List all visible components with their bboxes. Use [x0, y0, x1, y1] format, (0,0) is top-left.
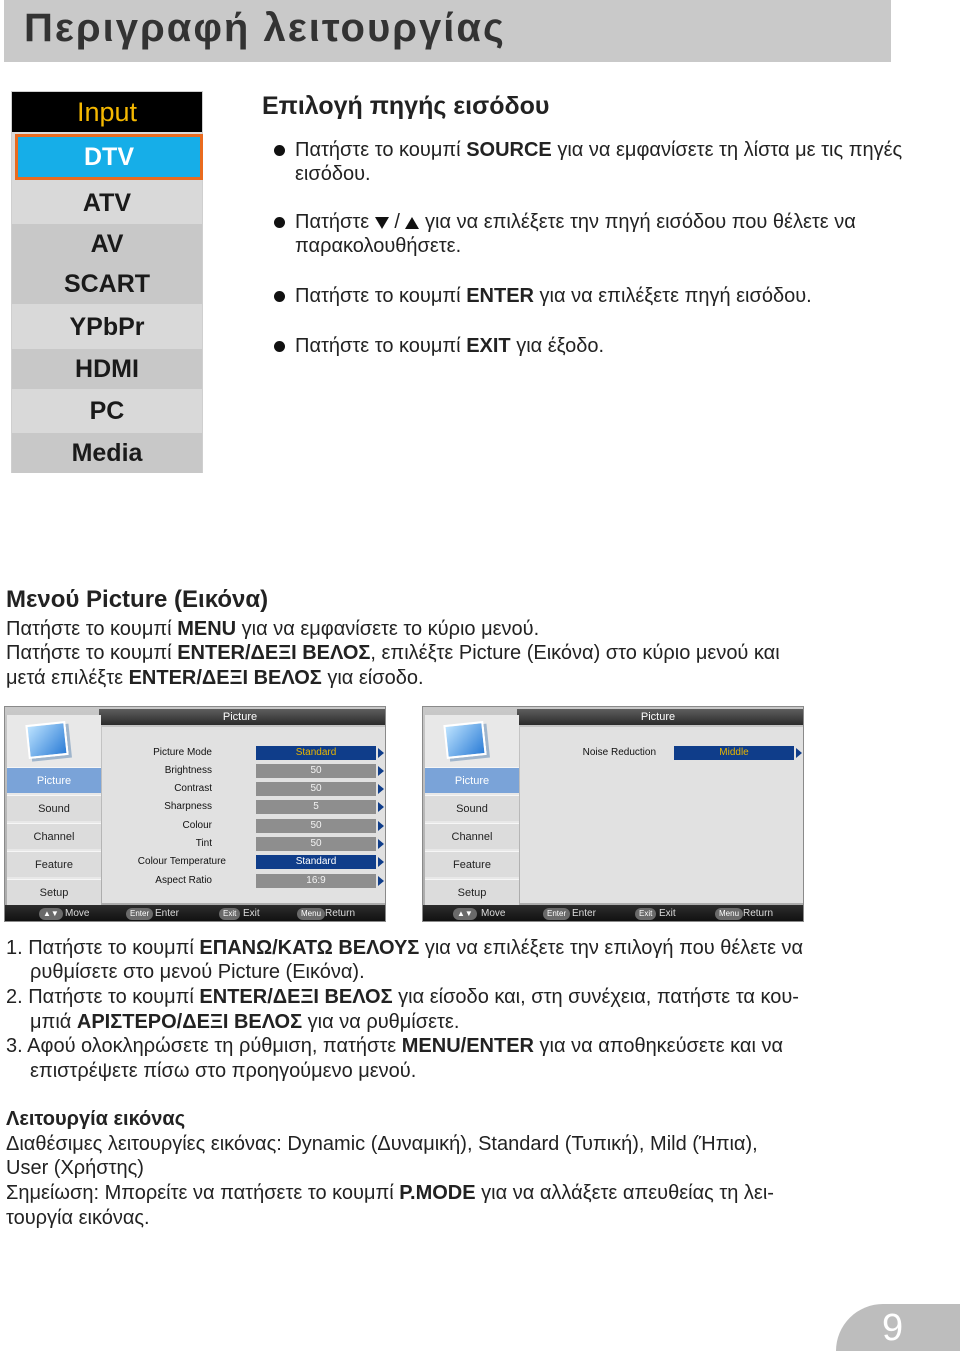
key-enter-right: ENTER/ΔΕΞΙ ΒΕΛΟΣ: [177, 642, 371, 664]
row-label: Tint: [195, 838, 212, 849]
screen-main-panel: [520, 727, 804, 903]
row-value-brightness[interactable]: 50: [256, 764, 376, 778]
arrow-right-icon: [378, 766, 384, 776]
bullet-text: [295, 284, 905, 308]
text: για να ρυθμίσετε.: [302, 1011, 460, 1033]
move-key-icon: ▲▼: [453, 908, 477, 920]
step-2: [6, 985, 906, 1010]
row-label: Picture Mode: [153, 747, 212, 758]
text: Πατήστε το κουμπί: [295, 139, 467, 161]
arrow-right-icon: [378, 784, 384, 794]
bullet-dot-icon: [274, 145, 285, 156]
arrow-right-icon: [378, 857, 384, 867]
picture-icon: [25, 721, 68, 759]
text: Σημείωση: Μπορείτε να πατήσετε το κουμπί: [6, 1182, 400, 1204]
nav-feature[interactable]: Feature: [7, 851, 101, 877]
footer-exit: Exit: [659, 908, 676, 919]
title-bar: [4, 0, 891, 62]
key-source: SOURCE: [466, 139, 552, 161]
page-number: 9: [882, 1307, 904, 1349]
input-item-ypbpr[interactable]: YPbPr: [69, 313, 145, 341]
nav-setup[interactable]: Setup: [7, 879, 101, 905]
move-key-icon: ▲▼: [39, 908, 63, 920]
bullet-text: [295, 138, 905, 186]
source-section: [262, 92, 912, 357]
text: Πατήστε το κουμπί: [6, 618, 178, 640]
nav-sound[interactable]: Sound: [7, 795, 101, 821]
bullet-dot-icon: [274, 291, 285, 302]
text: Πατήστε: [295, 211, 370, 233]
key-pmode: P.MODE: [399, 1182, 476, 1204]
step-1-cont: ρυθμίσετε στο μενού Picture (Εικόνα).: [30, 961, 365, 983]
footer-enter: Enter: [155, 908, 179, 919]
nav-picture[interactable]: Picture: [7, 767, 101, 793]
arrow-right-icon: [378, 876, 384, 886]
text: Πατήστε το κουμπί: [295, 285, 467, 307]
row-label: Colour Temperature: [137, 856, 226, 867]
row-label: Noise Reduction: [582, 747, 656, 758]
footer-return: Return: [325, 908, 356, 919]
bullet-dot-icon: [274, 217, 285, 228]
text: Πατήστε το κουμπί: [295, 335, 467, 357]
exit-key-icon: Exit: [635, 908, 656, 920]
text: για να επιλέξετε την επιλογή που θέλετε να: [419, 937, 804, 959]
row-value-aspect-ratio[interactable]: 16:9: [256, 874, 376, 888]
text: για να αλλάξετε απευθείας τη λει-: [475, 1182, 774, 1204]
nav-channel[interactable]: Channel: [425, 823, 519, 849]
key-enter-right: ENTER/ΔΕΞΙ ΒΕΛΟΣ: [199, 986, 393, 1008]
input-item-pc[interactable]: PC: [89, 397, 125, 425]
input-item-av[interactable]: AV: [12, 224, 202, 264]
footer-enter: Enter: [572, 908, 596, 919]
input-item-media[interactable]: Media: [12, 433, 202, 473]
screen-main-panel: [102, 727, 386, 903]
input-item-dtv[interactable]: DTV: [15, 134, 203, 180]
arrow-down-icon: [375, 217, 389, 229]
nav-setup[interactable]: Setup: [425, 879, 519, 905]
arrow-right-icon: [378, 839, 384, 849]
nav-picture[interactable]: Picture: [425, 767, 519, 793]
text: για να εμφανίσετε τη λίστα με τις πηγές εισόδου.: [295, 139, 903, 185]
step-2-cont: [30, 1010, 930, 1035]
text: Πατήστε το κουμπί: [6, 642, 178, 664]
text: 1. Πατήστε το κουμπί: [6, 937, 200, 959]
row-value-colour-temperature[interactable]: Standard: [256, 855, 376, 869]
mode-line-2: User (Χρήστης): [6, 1157, 144, 1179]
picture-line-2: [6, 641, 906, 666]
input-source-menu: [11, 91, 203, 473]
nav-feature[interactable]: Feature: [425, 851, 519, 877]
key-enter-right: ENTER/ΔΕΞΙ ΒΕΛΟΣ: [128, 667, 322, 689]
step-3-cont: επιστρέψετε πίσω στο προηγούμενο μενού.: [30, 1060, 417, 1082]
text: για να αποθηκεύσετε και να: [534, 1035, 784, 1057]
key-exit: EXIT: [466, 335, 511, 357]
text: /: [394, 211, 400, 233]
source-bullet-4: [262, 334, 912, 360]
mode-section-title: Λειτουργία εικόνας: [6, 1108, 186, 1130]
key-menu: MENU: [177, 618, 237, 640]
row-value-noise-reduction[interactable]: Middle: [674, 746, 794, 760]
bullet-text: [295, 334, 905, 358]
picture-line-1: [6, 617, 906, 642]
arrow-right-icon: [378, 821, 384, 831]
step-1: [6, 936, 906, 961]
text: για να επιλέξετε πηγή εισόδου.: [533, 285, 812, 307]
text: μπιά: [30, 1011, 77, 1033]
enter-key-icon: Enter: [543, 908, 570, 920]
footer-return: Return: [743, 908, 774, 919]
row-label: Colour: [182, 820, 212, 831]
page-number-tab: [836, 1304, 960, 1351]
row-value-tint[interactable]: 50: [256, 837, 376, 851]
footer-exit: Exit: [243, 908, 260, 919]
input-item-hdmi[interactable]: HDMI: [12, 349, 202, 389]
text: 2. Πατήστε το κουμπί: [6, 986, 200, 1008]
text: , επιλέξτε Picture (Εικόνα) στο κύριο μενού και: [370, 642, 780, 664]
source-bullet-3: [262, 284, 912, 310]
text: μετά επιλέξτε: [6, 667, 129, 689]
bullet-dot-icon: [274, 341, 285, 352]
key-up-down: ΕΠΑΝΩ/ΚΑΤΩ ΒΕΛΟΥΣ: [199, 937, 420, 959]
source-section-title: Επιλογή πηγής εισόδου: [262, 92, 550, 120]
text: για είσοδο και, στη συνέχεια, πατήστε τα κου-: [392, 986, 799, 1008]
footer-move: Move: [481, 908, 506, 919]
screen-footer: [423, 905, 804, 922]
row-label: Sharpness: [164, 801, 212, 812]
bullet-text: [295, 210, 905, 258]
nav-channel[interactable]: Channel: [7, 823, 101, 849]
text: για έξοδο.: [510, 335, 605, 357]
nav-sound[interactable]: Sound: [425, 795, 519, 821]
input-item-scart[interactable]: SCART: [12, 264, 202, 304]
input-item-atv[interactable]: ATV: [82, 189, 132, 217]
row-label: Aspect Ratio: [155, 875, 212, 886]
mode-line-1: Διαθέσιμες λειτουργίες εικόνας: Dynamic (Δυναμική), Standard (Τυπική), Mild (Ήπια),: [6, 1133, 758, 1155]
picture-line-3: [6, 666, 906, 691]
row-value-colour[interactable]: 50: [256, 819, 376, 833]
arrow-up-icon: [405, 217, 419, 229]
mode-line-4: τουργία εικόνας.: [6, 1207, 150, 1229]
footer-move: Move: [65, 908, 90, 919]
screen-title: Picture: [640, 711, 676, 723]
arrow-right-icon: [378, 748, 384, 758]
row-value-contrast[interactable]: 50: [256, 782, 376, 796]
enter-key-icon: Enter: [126, 908, 153, 920]
text: για είσοδο.: [321, 667, 424, 689]
row-label: Contrast: [174, 783, 212, 794]
menu-key-icon: Menu: [715, 908, 743, 920]
row-value-sharpness[interactable]: 5: [256, 800, 376, 814]
step-3: [6, 1034, 906, 1059]
text: για να εμφανίσετε το κύριο μενού.: [236, 618, 540, 640]
screen-footer: [5, 905, 386, 922]
picture-icon: [443, 721, 486, 759]
exit-key-icon: Exit: [219, 908, 240, 920]
key-left-right: ΑΡΙΣΤΕΡΟ/ΔΕΞΙ ΒΕΛΟΣ: [76, 1011, 303, 1033]
picture-menu-screen-1: [4, 706, 386, 922]
menu-key-icon: Menu: [297, 908, 325, 920]
screen-title: Picture: [222, 711, 258, 723]
picture-menu-screen-2: [422, 706, 804, 922]
source-bullet-2: [262, 210, 912, 260]
row-label: Brightness: [164, 765, 212, 776]
input-menu-header: Input: [12, 92, 202, 132]
text: 3. Αφού ολοκληρώσετε τη ρύθμιση, πατήστε: [6, 1035, 402, 1057]
arrow-right-icon: [378, 802, 384, 812]
mode-line-3: [6, 1181, 906, 1206]
picture-section-title: Μενού Picture (Εικόνα): [6, 586, 269, 613]
arrow-right-icon: [796, 748, 802, 758]
text: για να επιλέξετε την πηγή εισόδου που θέλετε να παρακολουθήσετε.: [295, 211, 856, 257]
row-value-picture-mode[interactable]: Standard: [256, 746, 376, 760]
key-menu-enter: MENU/ENTER: [401, 1035, 534, 1057]
page-title: Περιγραφή λειτουργίας: [24, 6, 506, 50]
source-bullet-1: [262, 138, 912, 188]
key-enter: ENTER: [466, 285, 534, 307]
